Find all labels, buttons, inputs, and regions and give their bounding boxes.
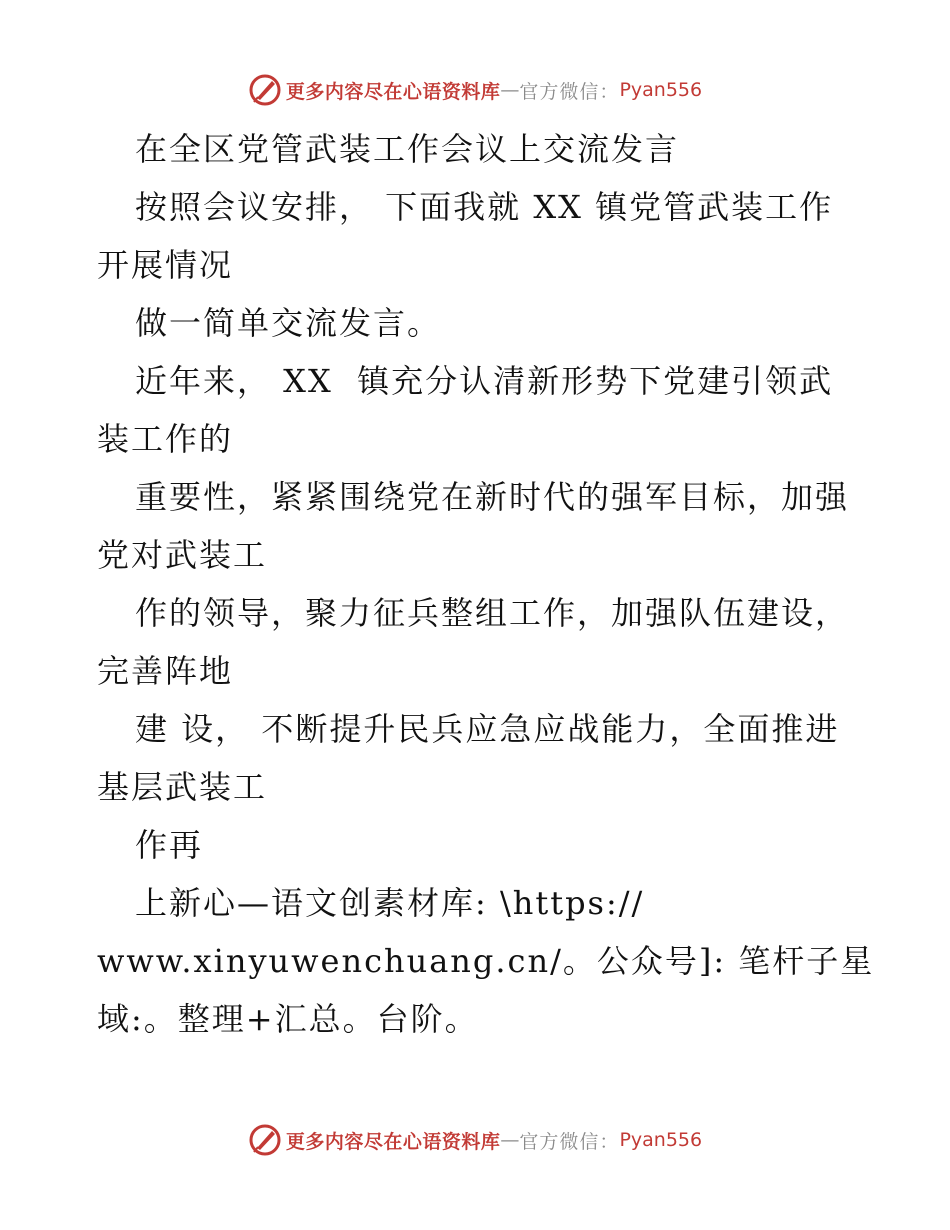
paragraph-line: 基层武装工 (97, 768, 268, 806)
paragraph-line: 按照会议安排， 下面我就 XX 镇党管武装工作 (135, 188, 834, 226)
watermark-wechat-id: Pyan556 (619, 79, 703, 101)
watermark-separator: — (500, 1129, 520, 1151)
paragraph-line: 完善阵地 (97, 652, 234, 690)
watermark-banner (248, 73, 702, 107)
footer-watermark (0, 1120, 950, 1160)
paragraph-line: 近年来， XX 镇充分认清新形势下党建引领武 (135, 362, 834, 400)
watermark-site-text: 更多内容尽在心语资料库 (285, 1130, 501, 1153)
document-body (97, 120, 877, 1048)
document-title: 在全区党管武装工作会议上交流发言 (135, 130, 680, 168)
watermark-wechat-label: 官方微信： (519, 1130, 620, 1153)
quill-circle-icon (248, 73, 282, 107)
watermark-separator: — (500, 79, 520, 101)
paragraph-line: 开展情况 (97, 246, 234, 284)
paragraph-line: 党对武装工 (97, 536, 268, 574)
paragraph-line: 建 设， 不断提升民兵应急应战能力，全面推进 (135, 710, 840, 748)
paragraph-line: 重要性，紧紧围绕党在新时代的强军目标，加强 (135, 478, 850, 516)
paragraph-line: 作再 (135, 826, 204, 864)
paragraph-line: 作的领导，聚力征兵整组工作，加强队伍建设， (135, 594, 850, 632)
paragraph-line: 域:。整理+汇总。台阶。 (97, 1000, 479, 1038)
watermark-banner (248, 1123, 702, 1157)
paragraph-line: 装工作的 (97, 420, 234, 458)
header-watermark (0, 70, 950, 110)
paragraph-line: 上新心—语文创素材库: \https:// (135, 884, 645, 922)
watermark-site-text: 更多内容尽在心语资料库 (285, 80, 501, 103)
watermark-wechat-label: 官方微信： (519, 80, 620, 103)
paragraph-line: 做一简单交流发言。 (135, 304, 442, 342)
paragraph-line: www.xinyuwenchuang.cn/。公众号]: 笔杆子星 (97, 942, 875, 980)
quill-circle-icon (248, 1123, 282, 1157)
watermark-wechat-id: Pyan556 (619, 1129, 703, 1151)
